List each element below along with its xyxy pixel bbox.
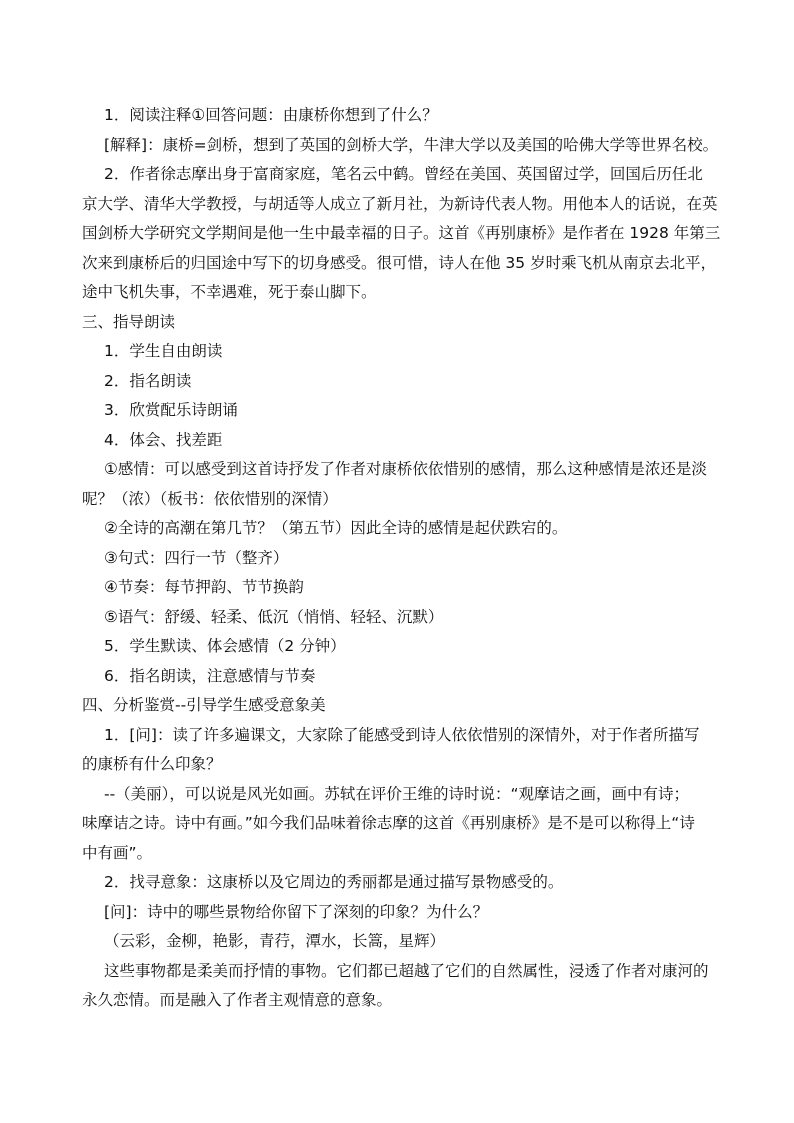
paragraph-line: 2．作者徐志摩出身于富商家庭，笔名云中鹤。曾经在美国、英国留过学，回国后历任北: [104, 165, 703, 183]
paragraph-line: 途中飞机失事，不幸遇难，死于泰山脚下。: [82, 283, 377, 301]
list-item: 4．体会、找差距: [104, 430, 223, 449]
paragraph-line: 这些事物都是柔美而抒情的事物。它们都已超越了它们的自然属性，浸透了作者对康河的: [104, 961, 709, 980]
paragraph-line: 国剑桥大学研究文学期间是他一生中最幸福的日子。这首《再别康桥》是作者在 1928 年第三: [82, 224, 721, 242]
paragraph-line: 次来到康桥后的归国途中写下的切身感受。很可惜，诗人在他 35 岁时乘飞机从南京去北平，: [82, 253, 717, 272]
list-item: 3．欣赏配乐诗朗诵: [104, 401, 238, 419]
paragraph-line: 1．阅读注释①回答问题：由康桥你想到了什么？: [104, 106, 438, 124]
list-item: 1．[问]：读了许多遍课文，大家除了能感受到诗人依依惜别的深情外，对于作者所描写: [104, 725, 700, 744]
paragraph-line: 呢？（浓）（板书：依依惜别的深情）: [82, 489, 338, 508]
paragraph-line: --（美丽），可以说是风光如画。苏轼在评价王维的诗时说：“观摩诘之画，画中有诗；: [104, 784, 689, 803]
paragraph-line: 的康桥有什么印象？: [82, 755, 222, 773]
list-item: 6．指名朗读，注意感情与节奏: [104, 666, 316, 685]
paragraph-line: [问]：诗中的哪些景物给你留下了深刻的印象？为什么？: [104, 902, 489, 921]
sub-list-item: ④节奏：每节押韵、节节换韵: [104, 578, 304, 596]
paragraph-line: 永久恋情。而是融入了作者主观情意的意象。: [82, 991, 393, 1009]
sub-list-item: ③句式：四行一节（整齐）: [104, 548, 289, 567]
section-heading: 四、分析鉴赏--引导学生感受意象美: [82, 696, 326, 714]
sub-list-item: ②全诗的高潮在第几节？（第五节）因此全诗的感情是起伏跌宕的。: [104, 519, 568, 537]
paragraph-line: （云彩，金柳，艳影，青荇，潭水，长篙，星辉）: [104, 932, 446, 950]
section-heading: 三、指导朗读: [82, 312, 176, 331]
paragraph-line: [解释]：康桥=剑桥，想到了英国的剑桥大学，牛津大学以及美国的哈佛大学等世界名校。: [104, 135, 719, 154]
list-item: 1．学生自由朗读: [104, 342, 223, 360]
paragraph-line: 京大学、清华大学教授，与胡适等人成立了新月社，为新诗代表人物。用他本人的话说，在英: [82, 194, 718, 213]
list-item: 2．找寻意象：这康桥以及它周边的秀丽都是通过描写景物感受的。: [104, 873, 564, 891]
paragraph-line: 味摩诘之诗。诗中有画。”如今我们品味着徐志摩的这首《再别康桥》是不是可以称得上“诗: [82, 814, 695, 832]
document-body: [82, 101, 722, 1016]
sub-list-item: ⑤语气：舒缓、轻柔、低沉（悄悄、轻轻、沉默）: [104, 607, 444, 626]
paragraph-line: 中有画”。: [82, 843, 153, 862]
list-item: 5．学生默读、体会感情（2 分钟）: [104, 637, 346, 655]
list-item: 2．指名朗读: [104, 371, 192, 390]
sub-list-item: ①感情：可以感受到这首诗抒发了作者对康桥依依惜别的感情，那么这种感情是浓还是淡: [104, 460, 707, 478]
